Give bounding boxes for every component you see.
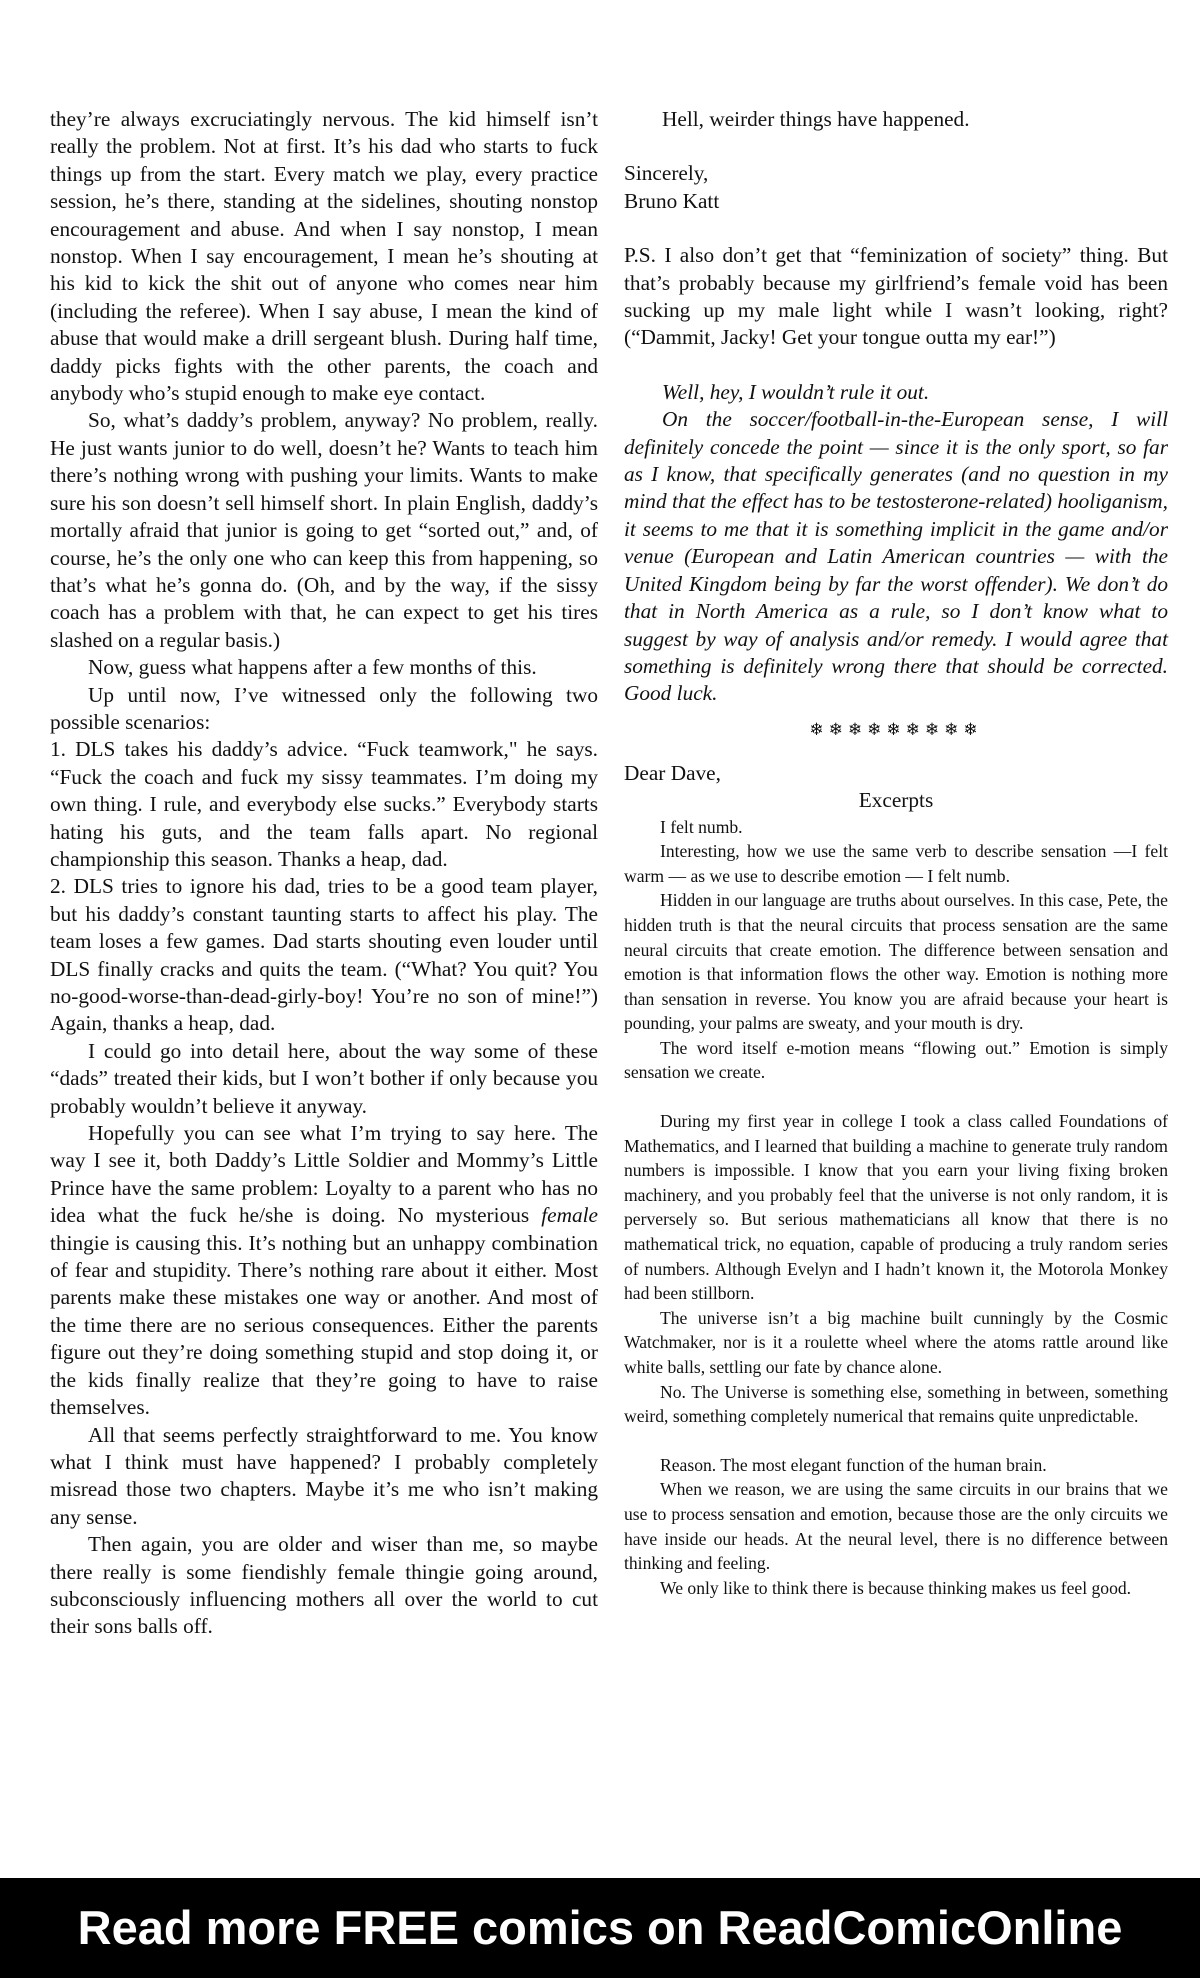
divider-asterisks: ❄❄❄❄❄❄❄❄❄ [809,719,983,739]
excerpt-paragraph: Hidden in our language are truths about ourselves. In this case, Pete, the hidden truth is that the neural circuits that process sensation are the same neural circuits that create emotion. The difference between sensation and emotion is that information flows the other way. Emotion is nothing more than sensation in reverse. You know you are afraid because your heart is pounding, your palms are sweaty, and your mouth is dry. [624,890,1168,1034]
excerpt-paragraph: Reason. The most elegant function of the human brain. [660,1454,1047,1475]
paragraph-text: Hopefully you can see what I’m trying to say here. The way I see it, both Daddy’s Little Soldier and Mommy’s Little Prince have the same problem: Loyalty to a parent who has no idea what the fuck he/she is doing. No mysterious [50,1121,598,1228]
excerpt-paragraph: The word itself e-motion means “flowing out.” Emotion is simply sensation we create. [624,1037,1168,1083]
excerpt-paragraph: During my first year in college I took a class called Foundations of Mathematics, and I learned that building a machine to generate truly random numbers is impossible. I know that you earn your living fixing broken machinery, and you probably feel that the universe is not only random, it is perversely so. But serious mathematicians all know that there is no mathematical trick, no equation, capable of producing a truly random series of numbers. Although Evelyn and I hadn’t known it, the Motorola Monkey had been stillborn. [624,1111,1168,1304]
scenario-one: 1. DLS takes his daddy’s advice. “Fuck teamwork," he says. “Fuck the coach and fuck my sissy teammates. I’m doing my own thing. I rule, and everybody else sucks.” Everybody starts hating his guts, and the team falls apart. No regional championship this season. Thanks a heap, dad. [50,737,598,871]
promo-banner[interactable]: Read more FREE comics on ReadComicOnline [0,1878,1200,1978]
excerpts-title: Excerpts [858,788,934,813]
editor-reply: On the soccer/football-in-the-European sense, I will definitely concede the point — since it is the only sport, so far as I know, that specifically generates (and no question in my mind that the effect has to be testosterone-related) hooliganism, it seems to me that it is something implicit in the game and/or venue (European and Latin American countries — with the United Kingdom being by far the worst offender). We don’t do that in North America as a rule, so I don’t know what to suggest by way of analysis and/or remedy. I would agree that something is definitely wrong there that should be corrected. Good luck. [624,407,1168,706]
letter-paragraph: All that seems perfectly straightforward to me. You know what I think must have happened? I probably completely misread those two chapters. Maybe it’s me who isn’t making any sense. [50,1422,598,1529]
letter-paragraph: Then again, you are older and wiser than me, so maybe there really is some fiendishly female thingie going around, subconsciously influencing mothers all over the world to cut their sons balls off. [50,1532,598,1639]
left-column [50,106,598,1641]
editor-reply: Well, hey, I wouldn’t rule it out. [662,379,930,404]
letter-paragraph: Hell, weirder things have happened. [662,107,970,131]
excerpt-paragraph: The universe isn’t a big machine built cunningly by the Cosmic Watchmaker, nor is it a roulette wheel where the atoms rattle around like white balls, settling our fate by chance alone. [624,1307,1168,1377]
excerpt-paragraph: When we reason, we are using the same circuits in our brains that we use to process sensation and emotion, because those are the only circuits we have inside our heads. At the neural level, there is no difference between thinking and feeling. [624,1479,1168,1574]
excerpts-body [624,815,1168,1601]
excerpt-paragraph: We only like to think there is because thinking makes us feel good. [660,1577,1132,1598]
closing: Sincerely, [624,161,709,186]
letter-paragraph: they’re always excruciatingly nervous. The kid himself isn’t really the problem. Not at first. It’s his dad who starts to fuck things up from the start. Every match we play, every practice session, he’s there, standing at the sidelines, shouting nonstop encouragement and abuse. And when I say nonstop, I mean nonstop. When I say encouragement, I mean he’s shouting at his kid to kick the shit out of anyone who comes near him (including the referee). When I say abuse, I mean the kind of abuse that would make a drill sergeant blush. During half time, daddy picks fights with the other parents, the coach and anybody who’s stupid enough to make eye contact. [50,107,598,406]
excerpt-paragraph: I felt numb. [660,816,743,837]
letter-paragraph: I could go into detail here, about the way some of these “dads” treated their kids, but I won’t bother if only because you probably wouldn’t believe it anyway. [50,1038,598,1118]
letter-paragraph: Up until now, I’ve witnessed only the following two possible scenarios: [50,682,598,734]
second-letter-header [624,760,1168,815]
salutation: Dear Dave, [624,760,721,785]
letter-paragraph: So, what’s daddy’s problem, anyway? No problem, really. He just wants junior to do well, doesn’t he? Wants to teach him there’s nothing wrong with pushing your limits. Wants to make sure his son doesn’t sell himself short. In plain English, daddy’s mortally afraid that junior is going to get “sorted out,” and, of course, he’s the only one who can keep this from happening, so that’s what he’s gonna do. (Oh, and by the way, if the sissy coach has a problem with that, he can expect to get his tires slashed on a regular basis.) [50,408,598,652]
excerpt-paragraph: No. The Universe is something else, something in between, something weird, something completely numerical that remains quite unpredictable. [624,1381,1168,1427]
emphasis-text: female [541,1203,598,1228]
letter-ending [624,106,1168,708]
letter-paragraph [50,1120,598,1421]
paragraph-text: thingie is causing this. It’s nothing but an unhappy combination of fear and stupidity. There’s nothing rare about it either. Most parents make these mistakes one way or another. And most of the time there are no serious consequences. Either the parents figure out they’re doing something stupid and stop doing it, or the kids finally realize that they’re going to have to raise themselves. [50,1230,598,1420]
letter-paragraph: Now, guess what happens after a few months of this. [88,655,537,680]
right-column [624,106,1168,1600]
postscript: P.S. I also don’t get that “feminization of society” thing. But that’s probably because my girlfriend’s female void has been sucking up my male light while I wasn’t looking, right? (“Dammit, Jacky! Get your tongue outta my ear!”) [624,243,1168,350]
excerpt-paragraph: Interesting, how we use the same verb to describe sensation —I felt warm — as we use to describe emotion — I felt numb. [624,841,1168,886]
scenario-two: 2. DLS tries to ignore his dad, tries to be a good team player, but his daddy’s constant taunting starts to affect his play. The team loses a few games. Dad starts shouting even louder until DLS finally cracks and quits the team. (“What? You quit? You no-good-worse-than-dead-girly-boy! You’re no son of mine!”) Again, thanks a heap, dad. [50,874,598,1036]
signature: Bruno Katt [624,188,720,213]
